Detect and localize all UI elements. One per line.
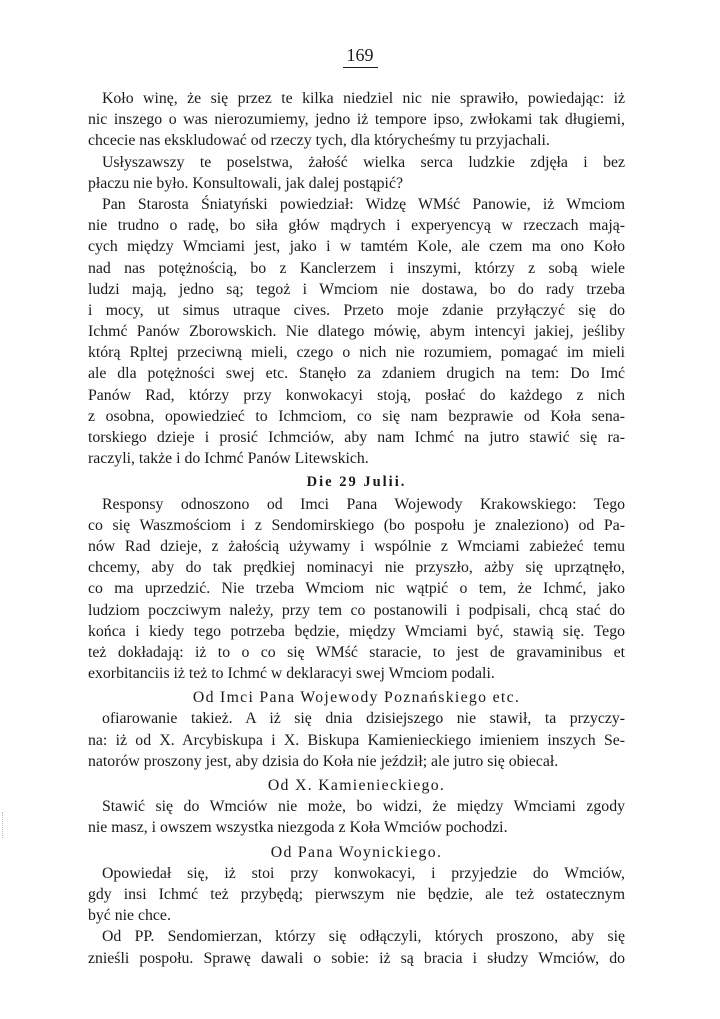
section-heading: Od X. Kamienieckiego. <box>267 777 446 794</box>
section-heading: Od Pana Woynickiego. <box>270 843 443 861</box>
text-line: znieśli pospołu. Sprawę dawali o sobie: iż są bracia i słudzy Wmciów, do <box>88 949 625 967</box>
text-line: ludzi mają, jedno są; tegoż i Wmciom nie dostawa, bo do rady trzeba <box>88 280 625 298</box>
text-line: Pan Starosta Śniatyński powiedział: Widzę WMść Panowie, iż Wmciom <box>102 195 625 213</box>
text-line: którą Rpltej przeciwną mieli, czego o nich nie rozumiem, pomagać im mieli <box>88 344 625 362</box>
text-line: natorów proszony jest, aby dzisia do Koła nie jeździł; ale jutro się obiecał. <box>88 752 559 770</box>
text-line: nów Rad dzieje, z żałością używamy i wspólnie z Wmciami zabieżeć temu <box>88 537 625 555</box>
text-line: Od PP. Sendomierzan, którzy się odłączyli, których proszono, aby się <box>102 928 625 946</box>
text-line: z osobna, opowiedzieć to Ichmciom, co się nam bezprawie od Koła sena- <box>88 407 625 425</box>
text-line: Opowiedał się, iż stoi przy konwokacyi, i przyjedzie do Wmciów, <box>102 864 625 882</box>
date-heading: Die 29 Julii. <box>306 474 407 491</box>
text-line: Koło winę, że się przez te kilka niedziel nic nie sprawiło, powiedając: iż <box>102 90 625 107</box>
margin-mark <box>2 812 11 838</box>
text-line: ludziom poczciwym należy, przy tem co postanowili i podpisali, chcą stać do <box>88 601 625 619</box>
text-line: i mocy, ut simus utraque cives. Przeto moje zdanie przyłączyć się do <box>88 301 625 319</box>
text-line: Stawić się do Wmciów nie może, bo widzi, że między Wmciami zgody <box>102 798 625 816</box>
text-line: torskiego dzieje i prosić Ichmciów, aby nam Ichmć na jutro stawić się ra- <box>88 429 625 446</box>
text-line: ofiarowanie takież. A iż się dnia dzisiejszego nie stawił, ta przyczy- <box>102 710 625 728</box>
text-line: co ma uprzedzić. Nie trzeba Wmciom nic wątpić o tem, że Ichmć, jako <box>88 580 625 598</box>
text-line: ale dla potężności swej etc. Stanęło za zdaniem drugich na tem: Do Imć <box>88 365 625 383</box>
text-line: nie masz, i owszem wszystka niezgoda z Koła Wmciów pochodzi. <box>88 819 508 837</box>
text-line: nie trudno o radę, bo siła głów mądrych i experyencyą w rzeczach mają- <box>88 217 625 235</box>
text-line: gdy insi Ichmć też przybędą; pierwszym nie będzie, ale też ostatecznym <box>88 885 625 903</box>
text-line: też dokładają: iż to o co się WMść staracie, to jest de gravaminibus et <box>88 643 625 661</box>
text-line: Responsy odnoszono od Imci Pana Wojewody Krakowskiego: Tego <box>102 495 625 513</box>
text-line: nad nas potężnością, bo z Kanclerzem i inszymi, którzy z sobą wiele <box>88 259 625 277</box>
page-number: 169 <box>0 44 720 68</box>
text-line: Ichmć Panów Zborowskich. Nie dlatego mówię, abym intencyi jakiej, jeśliby <box>88 323 625 341</box>
text-line: cych między Wmciami jest, jako i w tamtém Kole, ale czem ma ono Koło <box>88 238 625 256</box>
text-line: chcemy, aby do tak prędkiej nominacyi nie przyszło, ażby się uprzątnęło, <box>88 559 625 577</box>
text-line: nic inszego o was nierozumiemy, jedno iż tempore ipso, zwłokami tak długiemi, <box>88 111 625 129</box>
text-line: płaczu nie było. Konsultowali, jak dalej postąpić? <box>88 174 403 192</box>
text-line: na: iż od X. Arcybiskupa i X. Biskupa Kamienieckiego imieniem inszych Se- <box>88 731 625 749</box>
text-line: raczyli, także i do Ichmć Panów Litewskich. <box>88 450 369 468</box>
text-line: Usłyszawszy te poselstwa, żałość wielka serca ludzkie zdjęła i bez <box>102 153 625 171</box>
text-line: chcecie nas ekskludować od rzeczy tych, dla którycheśmy tu przyjachali. <box>88 132 550 150</box>
section-heading: Od Imci Pana Wojewody Poznańskiego etc. <box>192 689 521 707</box>
text-line: być nie chce. <box>88 907 171 925</box>
text-line: co się Waszmościom i z Sendomirskiego (bo pospołu je znaleziono) od Pa- <box>88 516 625 534</box>
text-line: Panów Rad, którzy przy konwokacyi stoją, posłać do każdego z nich <box>88 386 625 404</box>
text-line: końca i kiedy tego potrzeba będzie, między Wmciami być, stawią się. Tego <box>88 622 625 640</box>
page-body <box>88 88 625 969</box>
text-line: exorbitanciis iż też to Ichmć w deklaracyi swej Wmciom podali. <box>88 665 495 683</box>
